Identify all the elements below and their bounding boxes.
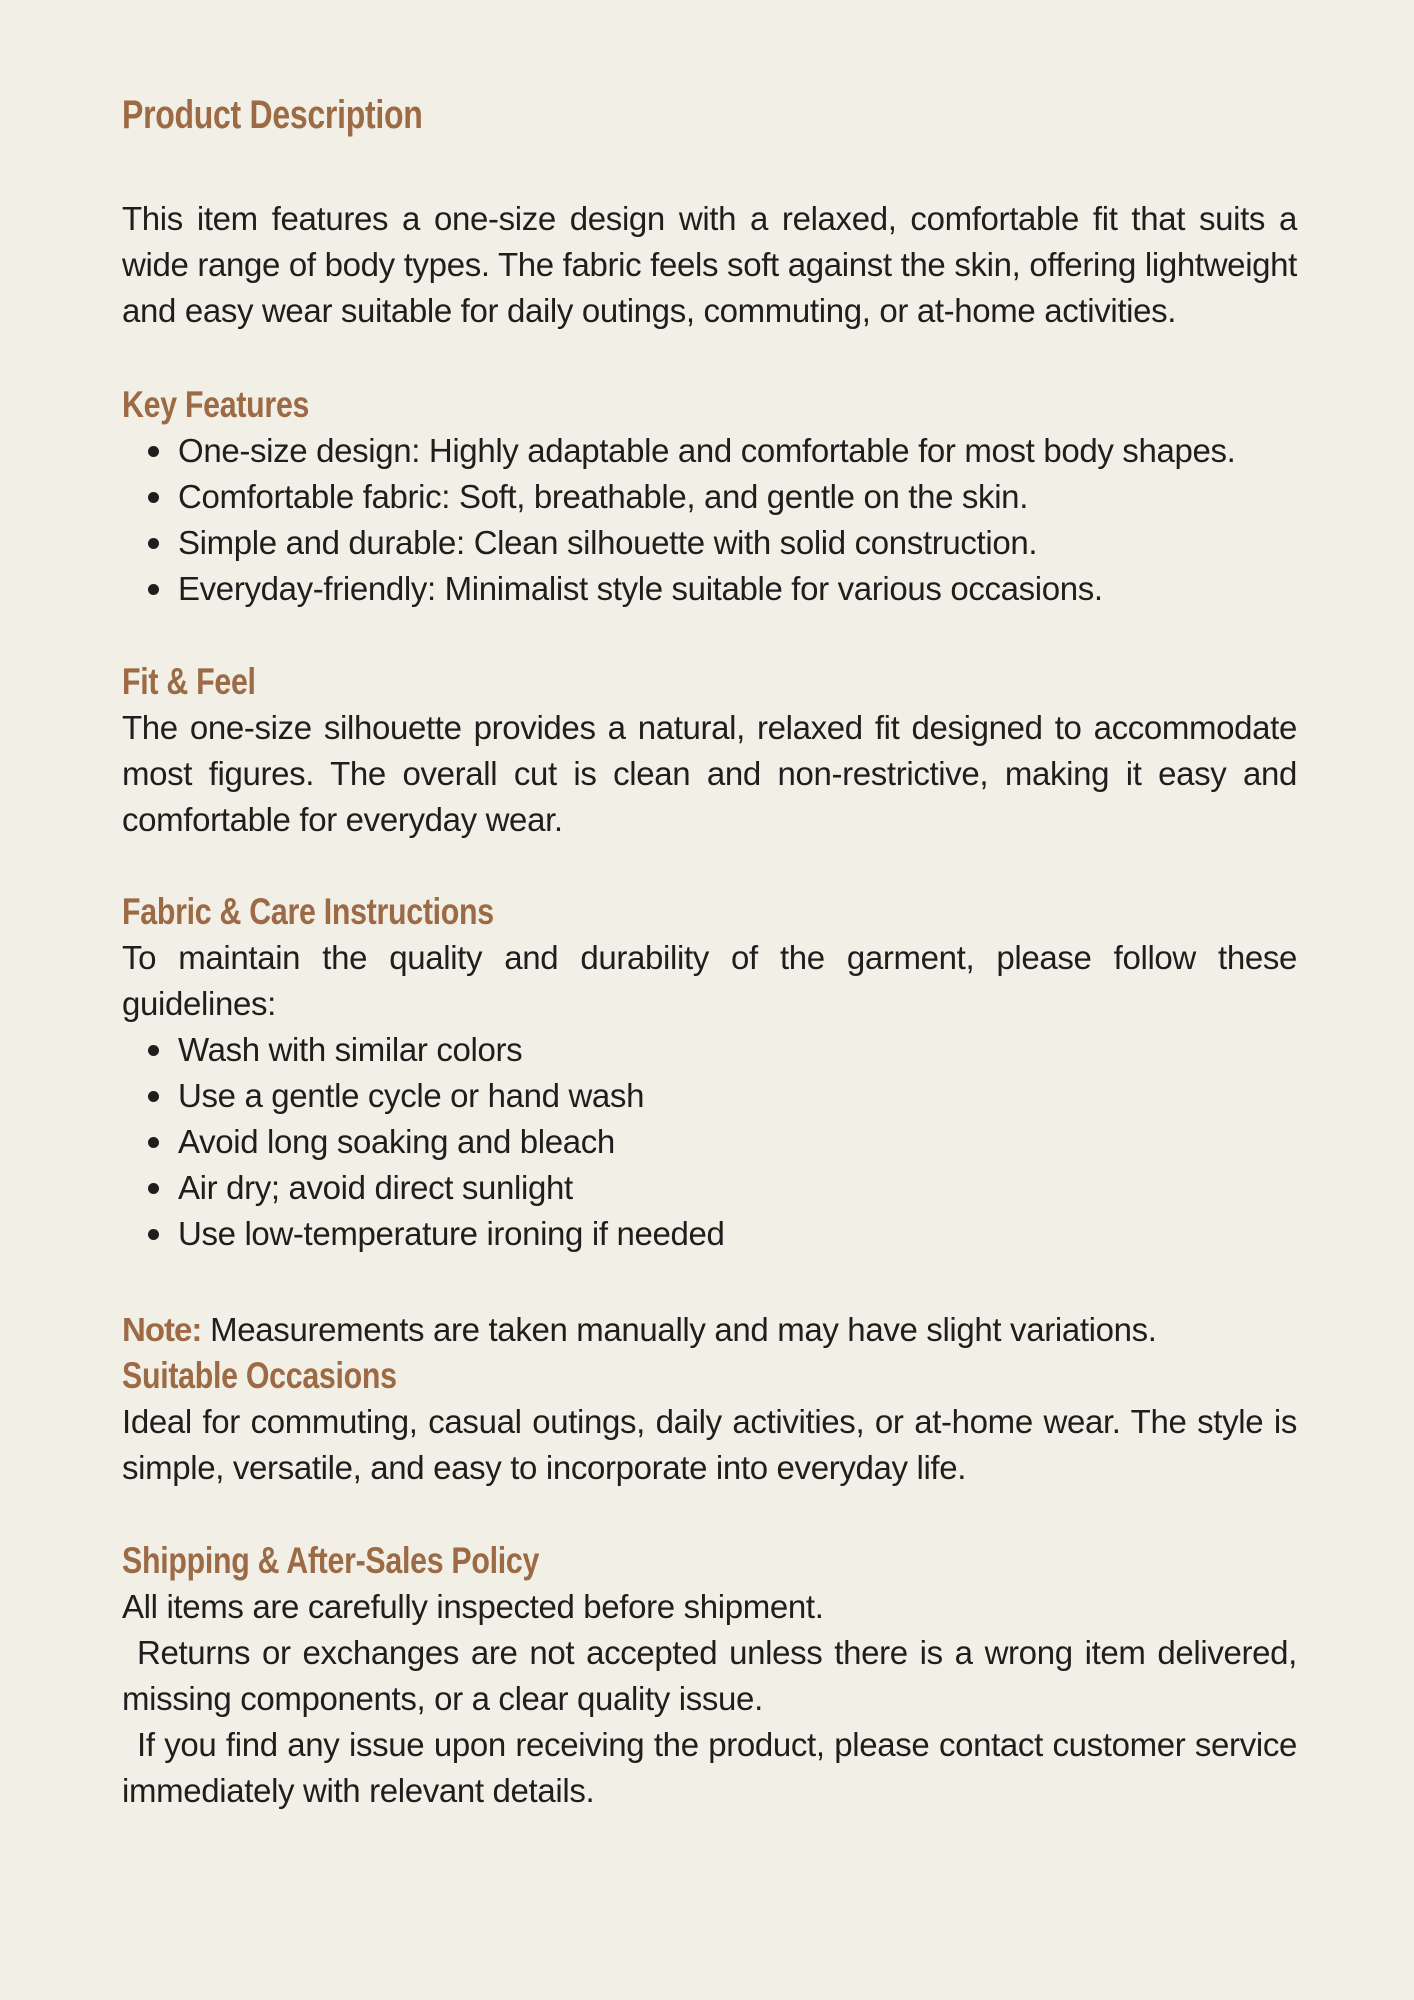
fit-feel-paragraph: The one-size silhouette provides a natural, relaxed fit designed to accommodate most figures. The overall cut is clean and non-restrictive, making it easy and comfortable for everyday wear. [122, 709, 1297, 838]
suitable-occasions-paragraph: Ideal for commuting, casual outings, daily activities, or at-home wear. The style is simple, versatile, and easy to incorporate into everyday life. [122, 1403, 1297, 1486]
section-heading-shipping-policy: Shipping & After-Sales Policy [122, 1540, 540, 1581]
list-item: Simple and durable: Clean silhouette with solid construction. [122, 520, 1297, 566]
section-heading-suitable-occasions: Suitable Occasions [122, 1355, 397, 1396]
note-text: Measurements are taken manually and may have slight variations. [210, 1311, 1157, 1348]
fabric-care-paragraph: To maintain the quality and durability of the garment, please follow these guidelines: [122, 939, 1297, 1022]
page-title: Product Description [122, 93, 423, 137]
shipping-line: All items are carefully inspected before shipment. [122, 1588, 824, 1625]
shipping-line: Returns or exchanges are not accepted unless there is a wrong item delivered, missing components, or a clear quality issue. [122, 1634, 1297, 1717]
list-item: Air dry; avoid direct sunlight [122, 1165, 1297, 1211]
care-instructions-list [122, 1027, 1297, 1257]
list-item: Wash with similar colors [122, 1027, 1297, 1073]
section-heading-key-features: Key Features [122, 384, 310, 425]
note-line [122, 1307, 1297, 1353]
section-heading-fit-feel: Fit & Feel [122, 661, 256, 702]
list-item: Use low-temperature ironing if needed [122, 1211, 1297, 1257]
key-features-list [122, 428, 1297, 612]
list-item: Comfortable fabric: Soft, breathable, and gentle on the skin. [122, 474, 1297, 520]
list-item: Use a gentle cycle or hand wash [122, 1073, 1297, 1119]
note-label: Note: [122, 1311, 202, 1348]
intro-paragraph: This item features a one-size design with a relaxed, comfortable fit that suits a wide range of body types. The fabric feels soft against the skin, offering lightweight and easy wear suitable for daily outings, commuting, or at-home activities. [122, 200, 1297, 329]
list-item: Avoid long soaking and bleach [122, 1119, 1297, 1165]
section-heading-fabric-care: Fabric & Care Instructions [122, 891, 494, 932]
shipping-line: If you find any issue upon receiving the product, please contact customer service immediately with relevant details. [122, 1726, 1297, 1809]
list-item: One-size design: Highly adaptable and comfortable for most body shapes. [122, 428, 1297, 474]
list-item: Everyday-friendly: Minimalist style suitable for various occasions. [122, 566, 1297, 612]
